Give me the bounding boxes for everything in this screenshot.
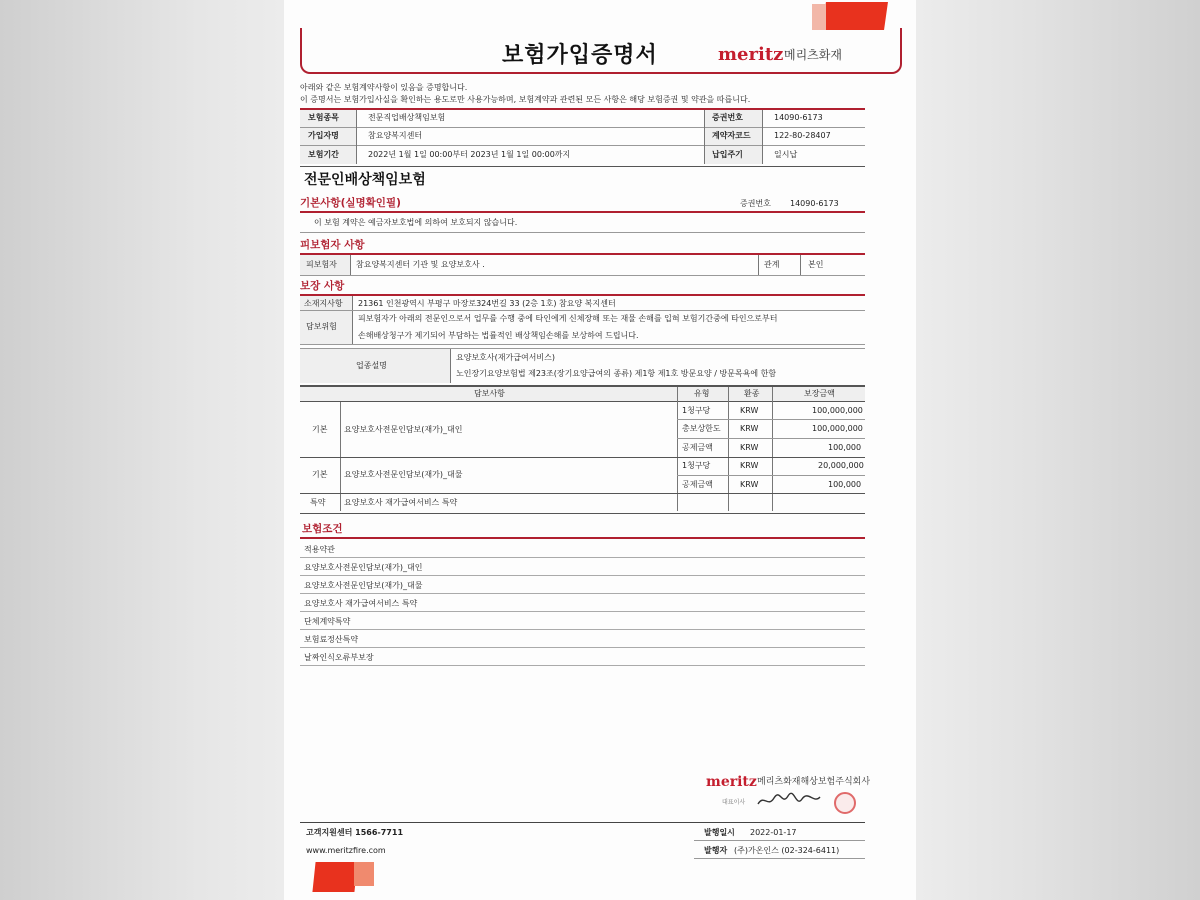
conditions-section-heading: 보험조건 bbox=[302, 523, 343, 535]
table-row-rule-4 bbox=[677, 475, 865, 476]
policy-number-label: 증권번호 bbox=[712, 113, 743, 122]
intro-line-2: 이 증명서는 보험가입사실을 확인하는 용도로만 사용가능하며, 보험계약과 관련된 모든 사항은 해당 보험증권 및 약관을 따릅니다. bbox=[300, 95, 751, 104]
basic-section-heading: 기본사항(실명확인필) bbox=[300, 197, 401, 209]
condition-rule bbox=[300, 629, 865, 630]
relationship-value: 본인 bbox=[808, 260, 824, 269]
coverage-table bbox=[300, 385, 865, 514]
insured-value: 참요양복지센터 기관 및 요양보호사 . bbox=[356, 260, 485, 269]
coverage-col-divider bbox=[352, 296, 353, 344]
basic-policy-number-label: 증권번호 bbox=[740, 199, 771, 208]
table-row-rule-3 bbox=[300, 457, 865, 458]
footer-divider bbox=[694, 840, 865, 841]
table-header-currency: 환종 bbox=[744, 389, 760, 398]
row-1-line-2-amount: 100,000,000 bbox=[812, 424, 863, 433]
row-2-line-1-currency: KRW bbox=[740, 461, 759, 470]
row-1-line-1-amount: 100,000,000 bbox=[812, 406, 863, 415]
coverage-row-divider bbox=[300, 310, 865, 311]
corner-mark-shadow-top bbox=[812, 4, 826, 30]
product-heading: 전문인배상책임보험 bbox=[304, 172, 426, 188]
row-2-name: 요양보호사전문인담보(재가)_대물 bbox=[344, 470, 463, 479]
company-seal bbox=[834, 792, 856, 814]
condition-item: 요양보호사전문인담보(재가)_대인 bbox=[304, 563, 423, 572]
job-description-line-2: 노인장기요양보험법 제23조(장기요양급여의 종류) 제1항 제1호 방문요양 / 방문목욕에 한함 bbox=[456, 369, 777, 378]
condition-item: 요양보호사전문인담보(재가)_대물 bbox=[304, 581, 423, 590]
coverage-section-heading: 보장 사항 bbox=[300, 280, 345, 292]
insured-section-rule bbox=[300, 253, 865, 255]
insured-section-heading: 피보험자 사항 bbox=[300, 239, 365, 251]
summary-col-divider-1 bbox=[356, 110, 357, 164]
condition-item: 보험료정산특약 bbox=[304, 635, 359, 644]
issuer-value: (주)가온인스 (02-324-6411) bbox=[734, 846, 840, 855]
holder-label: 가입자명 bbox=[308, 131, 339, 140]
deposit-protection-notice: 이 보험 계약은 예금자보호법에 의하여 보호되지 않습니다. bbox=[314, 218, 518, 227]
table-header-type: 유형 bbox=[694, 389, 710, 398]
insured-col-divider-3 bbox=[800, 255, 801, 275]
coverage-table-header-shade bbox=[300, 387, 865, 401]
row-2-line-2-type: 공제금액 bbox=[682, 480, 713, 489]
brand-logo: meritz bbox=[718, 44, 784, 65]
period-label: 보험기간 bbox=[308, 150, 339, 159]
coverage-section-rule bbox=[300, 294, 865, 296]
footer-bottom-rule bbox=[694, 858, 865, 859]
corner-mark-bottom-light bbox=[354, 862, 374, 886]
row-2-line-1-type: 1청구당 bbox=[682, 461, 711, 470]
row-1-kind: 기본 bbox=[312, 425, 328, 434]
issuer-label: 발행자 bbox=[704, 846, 728, 855]
page-title: 보험가입증명서 bbox=[502, 43, 658, 68]
summary-row-divider-2 bbox=[300, 145, 865, 146]
coverage-bottom-rule bbox=[300, 344, 865, 345]
footer-company-name: 메리츠화재해상보험주식회사 bbox=[757, 777, 871, 787]
row-1-line-3-amount: 100,000 bbox=[828, 443, 862, 452]
row-1-line-2-type: 총보상한도 bbox=[682, 424, 721, 433]
job-col-divider bbox=[450, 349, 451, 383]
website: www.meritzfire.com bbox=[306, 846, 386, 855]
period-value: 2022년 1월 1일 00:00부터 2023년 1월 1일 00:00까지 bbox=[368, 150, 571, 159]
condition-item: 적용약관 bbox=[304, 545, 335, 554]
basic-policy-number-value: 14090-6173 bbox=[790, 199, 839, 208]
risk-description-line-2: 손해배상청구가 제기되어 부담하는 법률적인 배상책임손해를 보상하여 드립니다. bbox=[358, 331, 639, 340]
insured-bottom-rule bbox=[300, 275, 865, 276]
insured-label: 피보험자 bbox=[306, 260, 337, 269]
row-2-line-2-currency: KRW bbox=[740, 480, 759, 489]
corner-mark-bottom bbox=[312, 862, 357, 892]
row-2-line-2-amount: 100,000 bbox=[828, 480, 862, 489]
condition-item: 날짜인식오류부보장 bbox=[304, 653, 374, 662]
signature-mark bbox=[756, 790, 832, 812]
row-3-kind: 특약 bbox=[310, 498, 326, 507]
background-right bbox=[916, 0, 1200, 900]
row-1-line-1-currency: KRW bbox=[740, 406, 759, 415]
condition-rule bbox=[300, 665, 865, 666]
table-header-rule bbox=[300, 401, 865, 402]
summary-col-divider-2 bbox=[704, 110, 705, 164]
condition-item: 요양보호사 재가급여서비스 특약 bbox=[304, 599, 418, 608]
issue-date-label: 발행일시 bbox=[704, 828, 735, 837]
row-2-kind: 기본 bbox=[312, 470, 328, 479]
job-label: 업종설명 bbox=[356, 361, 387, 370]
row-1-name: 요양보호사전문인담보(재가)_대인 bbox=[344, 425, 463, 434]
contract-code-value: 122-80-28407 bbox=[774, 131, 831, 140]
row-1-line-3-type: 공제금액 bbox=[682, 443, 713, 452]
policy-number-value: 14090-6173 bbox=[774, 113, 823, 122]
table-header-amount: 보장금액 bbox=[804, 389, 835, 398]
row-1-line-2-currency: KRW bbox=[740, 424, 759, 433]
row-3-name: 요양보호사 재가급여서비스 특약 bbox=[344, 498, 458, 507]
condition-rule bbox=[300, 575, 865, 576]
issue-date-value: 2022-01-17 bbox=[750, 828, 797, 837]
location-value: 21361 인천광역시 부평구 마장로324번길 33 (2층 1호) 참요양 복지센터 bbox=[358, 299, 616, 308]
corner-mark-top bbox=[822, 2, 888, 30]
conditions-section-rule bbox=[300, 537, 865, 539]
certificate-document bbox=[284, 0, 916, 900]
row-2-line-1-amount: 20,000,000 bbox=[818, 461, 864, 470]
row-1-line-1-type: 1청구당 bbox=[682, 406, 711, 415]
risk-description-line-1: 피보험자가 아래의 전문인으로서 업무를 수행 중에 타인에게 신체장해 또는 재물 손해를 입혀 보험기간중에 타인으로부터 bbox=[358, 314, 778, 323]
condition-rule bbox=[300, 647, 865, 648]
risk-label: 담보위험 bbox=[306, 322, 337, 331]
payment-cycle-label: 납입주기 bbox=[712, 150, 743, 159]
holder-value: 참요양복지센터 bbox=[368, 131, 423, 140]
table-row-rule-5 bbox=[300, 493, 865, 494]
condition-rule bbox=[300, 611, 865, 612]
summary-row-divider-1 bbox=[300, 127, 865, 128]
footer-rule bbox=[300, 822, 865, 823]
intro-line-1: 아래와 같은 보험계약사항이 있음을 증명합니다. bbox=[300, 83, 468, 92]
product-label: 보험종목 bbox=[308, 113, 339, 122]
basic-bottom-rule bbox=[300, 232, 865, 233]
condition-rule bbox=[300, 557, 865, 558]
basic-section-rule bbox=[300, 211, 865, 213]
table-row-rule-2 bbox=[677, 438, 865, 439]
job-top-rule bbox=[300, 348, 865, 349]
relationship-label: 관계 bbox=[764, 260, 780, 269]
ceo-label: 대표이사 bbox=[722, 799, 746, 806]
table-header-item: 담보사항 bbox=[474, 389, 505, 398]
job-description-line-1: 요양보호사(재가급여서비스) bbox=[456, 353, 555, 362]
payment-cycle-value: 일시납 bbox=[774, 150, 798, 159]
support-center: 고객지원센터 1566-7711 bbox=[306, 828, 404, 837]
product-value: 전문직업배상책임보험 bbox=[368, 113, 446, 122]
brand-name-kr: 메리츠화재 bbox=[784, 48, 842, 62]
footer-brand-logo: meritz bbox=[706, 774, 757, 790]
condition-item: 단체계약특약 bbox=[304, 617, 351, 626]
background-left bbox=[0, 0, 284, 900]
row-1-line-3-currency: KRW bbox=[740, 443, 759, 452]
summary-col-divider-3 bbox=[762, 110, 763, 164]
table-row-rule-1 bbox=[677, 419, 865, 420]
contract-code-label: 계약자코드 bbox=[712, 131, 751, 140]
condition-rule bbox=[300, 593, 865, 594]
location-label: 소재지사항 bbox=[304, 299, 343, 308]
insured-col-divider-1 bbox=[350, 255, 351, 275]
insured-col-divider-2 bbox=[758, 255, 759, 275]
